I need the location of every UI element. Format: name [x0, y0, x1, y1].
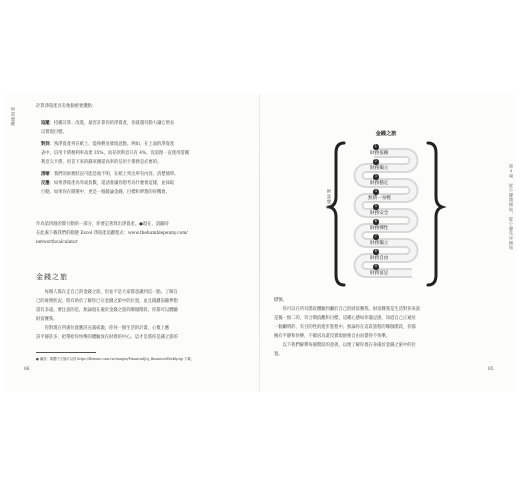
body-line: 標號。 [274, 298, 287, 303]
bullet-line: 表中，信用卡債務利率高達 35%，而存款利息只有 4%。沒道理一直使用借關 [41, 151, 190, 156]
stage-label: 財務自由 [370, 256, 389, 261]
body-line: 是獨一無二的，符合價值觀和目標，這種心態如你滿足感，知道自己正通於 [274, 316, 416, 321]
stage-number-badge: 6 [374, 219, 377, 223]
body-line: 以下我們解釋每個階段的意義，以便了解你現在身處於金錢之旅中的位 [274, 343, 416, 348]
bullet-line: 行動。如果你在開變中，更是一個鏡論金錢、目標和夢想的好機會。 [41, 190, 170, 195]
bullet-line: 反應：如果淨資產為零或負數，還請會讓你想考為什麼會這樣，並採取 [41, 181, 175, 186]
stage-number-badge: 5 [374, 204, 377, 208]
diagram-vertical-label: 財富覺醒 [327, 189, 332, 210]
stage-label: 無債一身輕 [368, 196, 391, 201]
body-line: 你對現在所處位置應該充滿威激，你何一個生活的計畫，心懷上應 [36, 326, 170, 331]
stage-number-badge: 3 [374, 174, 377, 178]
stage-number-badge: 8 [374, 249, 377, 253]
stage-number-badge: 7 [374, 234, 377, 238]
page-number-right: 85 [488, 367, 494, 372]
right-side-tab: 第４週 從小優越開始，從小優先序開始 [509, 164, 514, 251]
money-journey-diagram [308, 129, 464, 299]
stage-number-badge: 2 [374, 159, 377, 163]
diagram-title: 金錢之旅 [375, 131, 397, 137]
section-body [36, 288, 178, 342]
bullet-line: 對到：熟淨資產列在紙上，能夠輕易發現意點。例如，在上面的淨資產 [41, 142, 175, 147]
worksheet-line: 作為第四週的實行動的一部分，你要記著算出淨資產。●現在，請隨時 [36, 222, 169, 227]
bullet-list [41, 119, 189, 197]
body-line: 還有多遠。要注意的是，無論現在處於金錢之旅的哪個階段，你都可以體驗 [36, 308, 178, 313]
body-line: 擁有平靜和快樂，不做因為還沒實現財務自由而覺得不快樂。 [274, 334, 391, 339]
body-line: 財富賽我。 [36, 317, 58, 322]
stage-label: 財務依賴 [370, 151, 389, 156]
stage-number-badge: 4 [374, 189, 377, 193]
intro-line: 計算淨資產具有他個重要優點： [36, 104, 97, 109]
worksheet-line: 在此處下載我們的動態 Excel 淨資產追蹤程式：www.thehumblepenny.com/ [36, 231, 188, 236]
bullet-line: 利息欠卡債，用首下來的錢來優還高率的信用卡債務是必要的。 [41, 160, 162, 165]
bullet-line: 以實現目標。 [41, 130, 67, 135]
body-line: 己的財務狀況，將有助於了解你已在金錢之旅中的位置，並且鏡鍵前趣夢想 [36, 299, 178, 304]
body-line: 你可以在所有階段體驗到屬於自己的財富賽我。財富賽我是生活對你來說 [274, 307, 421, 312]
bullet-line: 追蹤：持續計算、改進，最害計算你的淨資產，你就越有動力讓它增長 [41, 121, 175, 126]
stage-label: 財務獨立 [370, 166, 389, 171]
right-page [260, 94, 516, 392]
stage-label: 財務獨立 [370, 241, 389, 246]
stage-label: 財務穩定 [370, 181, 389, 186]
book-spread [4, 94, 516, 392]
stage-label: 財務富足 [370, 271, 389, 276]
worksheet-text [36, 220, 188, 247]
stage-label: 財務彈性 [370, 226, 389, 231]
intro-text [36, 102, 96, 111]
footnote: ● 編按：繁體中文版可以到 https://flexone.com.tw/images/FinancialJoy_BusinessWeekly.zip 下載。 [36, 357, 194, 361]
body-line: 該平靜許多，把帶給你快樂的體驗放在財務的中心。這才是將你是錢之旅的 [36, 335, 178, 340]
worksheet-link[interactable]: networthcalculator [36, 240, 78, 245]
bullet-line: 清晰：我們的財務狀況可能是地不明，在紙上列出所有內容，清楚簡單。 [41, 172, 179, 177]
stage-number-badge: 1 [374, 144, 377, 148]
left-side-tab: 財富覺醒 [11, 107, 16, 127]
stage-label: 財務安全 [370, 211, 389, 216]
section-heading: 金錢之旅 [36, 273, 68, 281]
right-body [274, 296, 420, 359]
left-page [4, 94, 260, 392]
body-line: 置。 [274, 352, 283, 357]
page-number-left: 86 [24, 367, 30, 372]
body-line: 一個屬明的、有目的性的進步進程中。無論你在這段旅程的哪個階段，你都 [274, 325, 416, 330]
footnote-rule [36, 352, 96, 353]
stage-number-badge: 9 [374, 264, 377, 268]
body-line: 每個人都在走自己的金錢之旅，但並不是大家都意識到這一點。了解自 [36, 290, 178, 295]
